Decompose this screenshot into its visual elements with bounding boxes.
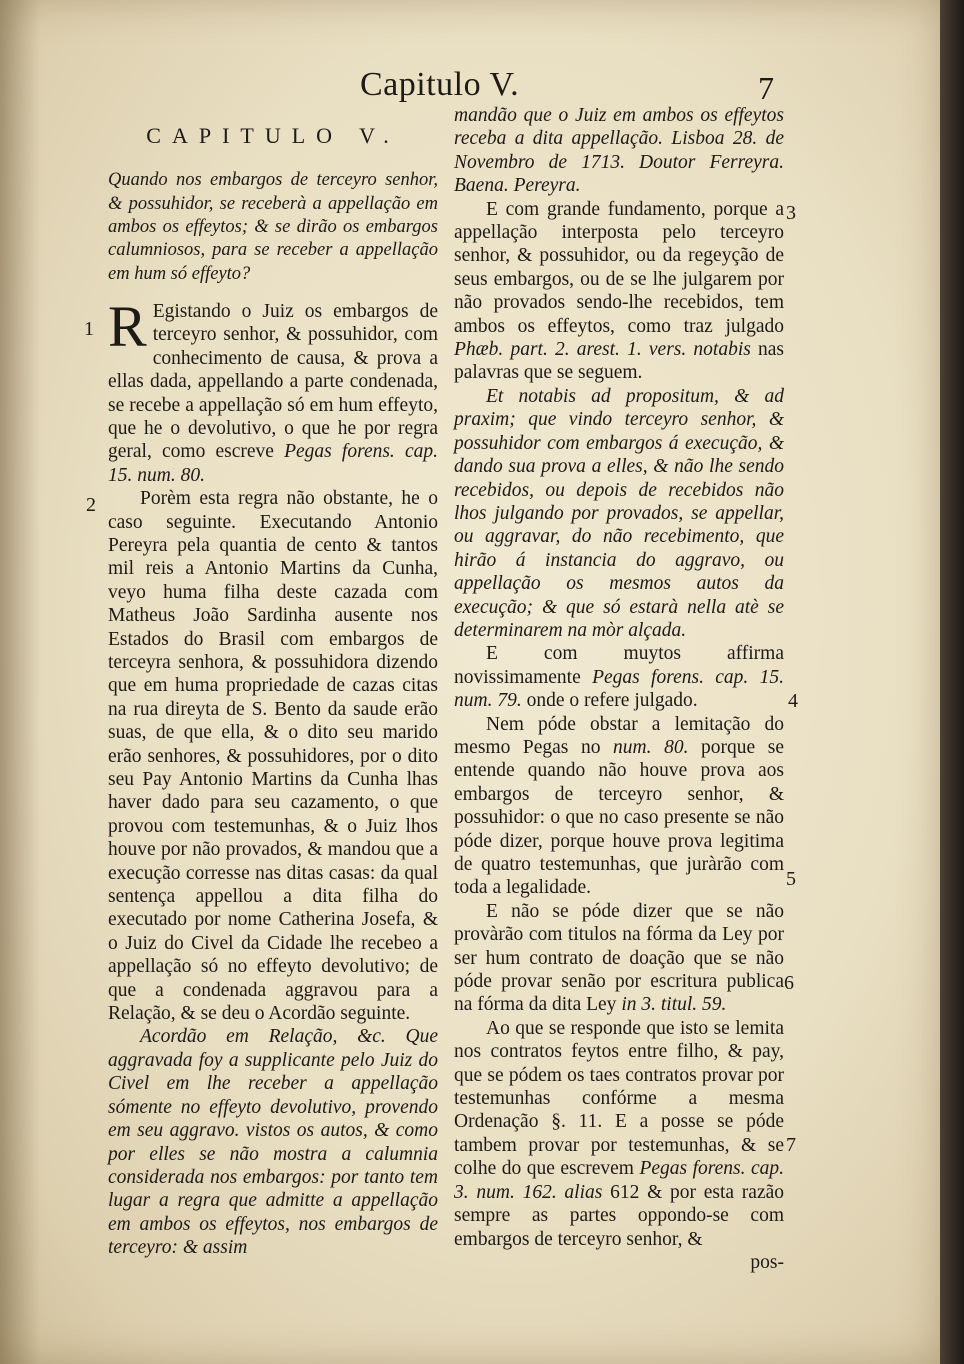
margin-number: 3 <box>786 202 796 224</box>
right-column <box>454 104 784 1274</box>
paragraph-6 <box>454 713 784 900</box>
paragraph-8 <box>454 1017 784 1251</box>
paragraph-7 <box>454 900 784 1017</box>
paragraph-8-text: Ao que se responde que isto se lemita nos contratos feytos entre filho, & pay, que se pódem os taes contratos provar por testemunhas confórme a mesma Ordenação §. 11. E a posse se póde tambem provar por testemunhas, & se colhe do que escrevem <box>454 1017 784 1180</box>
paragraph-2: Porèm esta regra não obstante, he o caso seguinte. Executando Antonio Pereyra pela quantia de cento & tantos mil reis a Antonio Martins da Cunha, veyo huma filha deste cazada com Matheus João Sardinha ausente nos Estados do Brasil com embargos de terceyra senhora, & possuhidora dizendo que em huma propriedade de cazas citas na rua direyta de S. Bento da saude erão suas, de que ella, & o dito seu marido erão senhores, & possuhidores, por o dito seu Pay Antonio Martins da Cunha lhas haver dado para seu cazamento, o que provou com testemunhas, & o Juiz lhos houve por não provados, & mandou que a execução corresse nas ditas casas: da qual sentença appellou a dita filha do executado por nome Catherina Josefa, & o Juiz do Civel da Cidade lhe recebeo a appellação só no effeyto devolutivo; de que a condenada aggravou para a Relação, & se deu o Acordão seguinte. <box>108 488 438 1025</box>
paragraph-6-end: porque se entende quando não houve prova aos embargos de terceyro senhor, & possuhidor: o que no caso presente se não póde dizer, porque houve prova legitima de quatro testemunhas, que juràrão com toda a legalidade. <box>454 736 784 899</box>
running-head: Capitulo V. <box>360 66 520 103</box>
chapter-summary: Quando nos embargos de terceyro senhor, & possuhidor, se receberà a appellação em ambos os effeytos; & se dirão os embargos calumniosos, para se receber a appellação em hum só effeyto? <box>108 170 438 284</box>
paragraph-5-end: onde o refere julgado. <box>526 690 698 712</box>
paragraph-1-text: Egistando o Juiz os embargos de terceyro senhor, & possuhidor, com conhecimento de causa, & prova a ellas dada, appellando a parte condenada, se recebe a appellação só em hum effeyto, que he o devolutivo, o que he por regra geral, como escreve <box>108 300 438 463</box>
margin-number: 1 <box>84 318 94 340</box>
page-number: 7 <box>758 70 774 106</box>
citation: in 3. titul. 59. <box>621 994 727 1016</box>
citation: Pegas forens. cap. 15. num. 79. <box>454 666 784 712</box>
margin-number: 5 <box>786 868 796 890</box>
citation: Phæb. part. 2. arest. 1. vers. notabis <box>454 339 751 361</box>
chapter-title: CAPITULO V. <box>146 123 400 148</box>
paragraph-7-text: E não se póde dizer que se não provàrão com titulos na fórma da Ley por ser hum contrato de doação que se não póde provar senão por escritura publica na fórma da dita Ley <box>454 900 784 1016</box>
paragraph-5-text: E com muytos affirma novissimamente <box>454 643 784 688</box>
paragraph-4-text: E com grande fundamento, porque a appellação interposta pelo terceyro senhor, & possuhidor, ou da regeyção de seus embargos, ou de se lhe julgarem por não provados sendo-lhe recebidos, tem ambos os effeytos, como traz julgado <box>454 198 784 337</box>
paragraph-5 <box>454 642 784 712</box>
citation: num. 80. <box>613 736 689 758</box>
catchword: pos- <box>750 1251 784 1273</box>
acordao-continuation: mandão que o Juiz em ambos os effeytos receba a dita appellação. Lisboa 28. de Novembro de 1713. Doutor Ferreyra. Baena. Pereyra. <box>454 105 784 197</box>
margin-number: 4 <box>788 690 798 712</box>
citation: Pegas forens. cap. 15. num. 80. <box>108 441 438 486</box>
paragraph-6-text: Nem póde obstar a lemitação do mesmo Pegas no <box>454 713 784 758</box>
paragraph-3-acordao: Acordão em Relação, &c. Que aggravada foy a supplicante pelo Juiz do Civel em lhe receber a appellação sómente no effeyto devolutivo, provendo em seu aggravo. vistos os autos, & como por elles se não mostra a calumnia considerada nos embargos: por tanto tem lugar a regra que admitte a appellação em ambos os effeytos, nos embargos de terceyro: & assim <box>108 1026 438 1259</box>
margin-number: 2 <box>86 494 96 516</box>
citation: Pegas forens. cap. 3. num. 162. alias <box>454 1158 784 1203</box>
margin-number: 7 <box>786 1134 796 1156</box>
binding-shadow <box>0 0 40 1364</box>
paragraph-4 <box>454 198 784 385</box>
drop-cap: R <box>108 293 147 359</box>
paragraph-4-end: nas palavras que se seguem. <box>454 339 784 384</box>
margin-number: 6 <box>784 972 794 994</box>
paragraph-8-end: 612 & por esta razão sempre as partes oppondo-se com embargos de terceyro senhor, & <box>454 1181 785 1250</box>
book-edge <box>940 0 964 1364</box>
left-column <box>108 124 438 1260</box>
latin-quote: Et notabis ad propositum, & ad praxim; que vindo terceyro senhor, & possuhidor com embargos á execução, & dando sua prova a elles, & não lhe sendo recebidos, ou depois de recebidos não lhos julgando por provados, se appellar, ou aggravar, do não recebimento, que hirão á instancia do aggravo, ou appellação os mesmos autos da execução; & que só estarà nella atè se determinarem na mòr alçada. <box>454 385 784 641</box>
paragraph-1 <box>108 293 438 487</box>
